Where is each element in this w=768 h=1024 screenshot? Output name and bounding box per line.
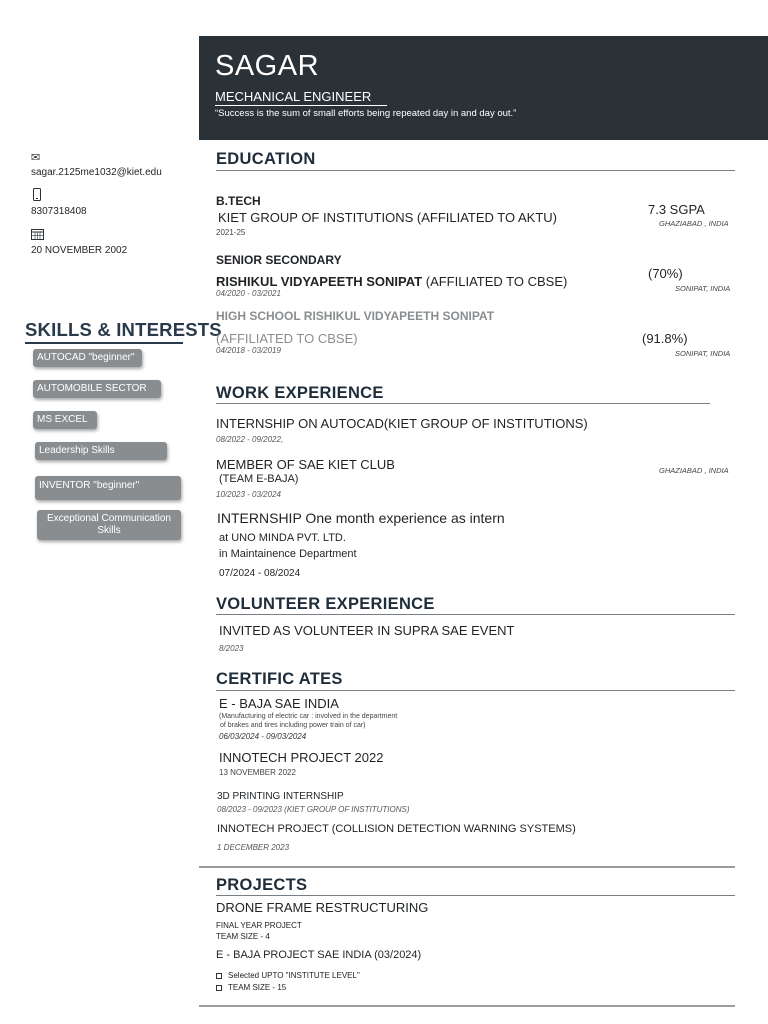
volunteer-divider bbox=[216, 614, 735, 615]
work-title: WORK EXPERIENCE bbox=[216, 384, 384, 402]
btech-years: 2021-25 bbox=[216, 228, 246, 237]
work-item2-sub: (TEAM E-BAJA) bbox=[219, 473, 299, 485]
quote: “Success is the sum of small efforts being repeated day in and day out.” bbox=[215, 108, 517, 119]
senior-degree: SENIOR SECONDARY bbox=[216, 253, 342, 267]
high-years: 04/2018 - 03/2019 bbox=[216, 346, 281, 355]
project2-bullet1 bbox=[216, 971, 360, 980]
btech-degree: B.TECH bbox=[216, 194, 261, 208]
high-affiliation: (AFFILIATED TO CBSE) bbox=[216, 331, 358, 346]
senior-years: 04/2020 - 03/2021 bbox=[216, 289, 281, 298]
project2-bullet2 bbox=[216, 983, 286, 992]
skill-chip: MS EXCEL bbox=[33, 411, 97, 429]
person-name: SAGAR bbox=[215, 50, 320, 82]
volunteer-date: 8/2023 bbox=[219, 644, 244, 653]
cert1-date: 06/03/2024 - 09/03/2024 bbox=[219, 732, 307, 741]
btech-score: 7.3 SGPA bbox=[648, 202, 705, 217]
skill-chip: Exceptional Communication Skills bbox=[37, 510, 181, 540]
phone-text: 8307318408 bbox=[31, 206, 87, 217]
high-degree: HIGH SCHOOL RISHIKUL VIDYAPEETH SONIPAT bbox=[216, 309, 495, 323]
volunteer-title: VOLUNTEER EXPERIENCE bbox=[216, 595, 435, 613]
calendar-icon bbox=[31, 228, 44, 243]
project2-title: E - BAJA PROJECT SAE INDIA (03/2024) bbox=[216, 949, 422, 961]
senior-institute: RISHIKUL VIDYAPEETH SONIPAT bbox=[216, 274, 423, 289]
header-banner bbox=[199, 36, 768, 140]
cert3-date: 08/2023 - 09/2023 (KIET GROUP OF INSTITUTIONS) bbox=[217, 805, 410, 814]
certificates-title: CERTIFIC ATES bbox=[216, 670, 343, 688]
work-item2-date: 10/2023 - 03/2024 bbox=[216, 490, 281, 499]
project1-line1: FINAL YEAR PROJECT bbox=[216, 921, 302, 930]
dob-text: 20 NOVEMBER 2002 bbox=[31, 245, 128, 256]
high-score: (91.8%) bbox=[642, 331, 688, 346]
bullet-square-icon bbox=[216, 973, 222, 979]
cert2-date: 13 NOVEMBER 2022 bbox=[219, 768, 296, 777]
cert4-date: 1 DECEMBER 2023 bbox=[217, 843, 290, 852]
project2-bullet1-text: Selected UPTO "INSTITUTE LEVEL" bbox=[228, 971, 360, 980]
work-item3-date: 07/2024 - 08/2024 bbox=[219, 568, 301, 579]
volunteer-item: INVITED AS VOLUNTEER IN SUPRA SAE EVENT bbox=[219, 623, 515, 638]
certificates-divider bbox=[216, 690, 735, 691]
project1-line2: TEAM SIZE - 4 bbox=[216, 932, 270, 941]
high-location: SONIPAT, INDIA bbox=[675, 349, 731, 358]
senior-affiliation: (AFFILIATED TO CBSE) bbox=[425, 274, 568, 289]
work-divider bbox=[216, 403, 710, 404]
skill-chip: AUTOCAD "beginner" bbox=[33, 349, 142, 367]
education-divider bbox=[216, 170, 735, 171]
job-role: MECHANICAL ENGINEER bbox=[215, 89, 387, 106]
bottom-divider bbox=[199, 1005, 735, 1007]
skill-chip: INVENTOR "beginner" bbox=[35, 476, 181, 500]
education-title: EDUCATION bbox=[216, 150, 316, 168]
work-item3-title: INTERNSHIP One month experience as intern bbox=[217, 510, 505, 526]
btech-location: GHAZIABAD , INDIA bbox=[659, 219, 729, 228]
btech-institute: KIET GROUP OF INSTITUTIONS (AFFILIATED TO AKTU) bbox=[218, 210, 558, 225]
work-item1-title: INTERNSHIP ON AUTOCAD(KIET GROUP OF INSTITUTIONS) bbox=[216, 416, 588, 431]
work-item3-line1: at UNO MINDA PVT. LTD. bbox=[219, 532, 346, 544]
cert1-title: E - BAJA SAE INDIA bbox=[219, 696, 339, 711]
projects-top-divider bbox=[199, 866, 735, 868]
cert2-title: INNOTECH PROJECT 2022 bbox=[219, 750, 384, 765]
cert4-title: INNOTECH PROJECT (COLLISION DETECTION WARNING SYSTEMS) bbox=[217, 823, 576, 835]
projects-title: PROJECTS bbox=[216, 876, 308, 894]
cert3-title: 3D PRINTING INTERNSHIP bbox=[217, 791, 344, 802]
skill-chip: AUTOMOBILE SECTOR bbox=[33, 380, 161, 398]
senior-score: (70%) bbox=[648, 266, 683, 281]
bullet-square-icon bbox=[216, 985, 222, 991]
work-item3-line2: in Maintainence Department bbox=[219, 548, 357, 560]
skill-chip: Leadership Skills bbox=[35, 442, 167, 460]
projects-divider bbox=[216, 895, 735, 896]
skills-divider bbox=[25, 342, 183, 344]
project1-title: DRONE FRAME RESTRUCTURING bbox=[216, 900, 429, 915]
work-item2-location: GHAZIABAD , INDIA bbox=[659, 466, 729, 475]
cert1-desc1: (Manufacturing of electric car : involved in the department bbox=[219, 713, 398, 720]
senior-location: SONIPAT, INDIA bbox=[675, 284, 731, 293]
email-text: sagar.2125me1032@kiet.edu bbox=[31, 167, 162, 178]
phone-icon bbox=[33, 188, 41, 204]
cert1-desc2: of brakes and tires including power train of car) bbox=[220, 722, 366, 729]
work-item2-title: MEMBER OF SAE KIET CLUB bbox=[216, 457, 395, 472]
project2-bullet2-text: TEAM SIZE - 15 bbox=[228, 983, 287, 992]
envelope-icon: ✉ bbox=[31, 152, 41, 164]
work-item1-date: 08/2022 - 09/2022, bbox=[216, 435, 284, 444]
skills-title: SKILLS & INTERESTS bbox=[25, 319, 222, 340]
